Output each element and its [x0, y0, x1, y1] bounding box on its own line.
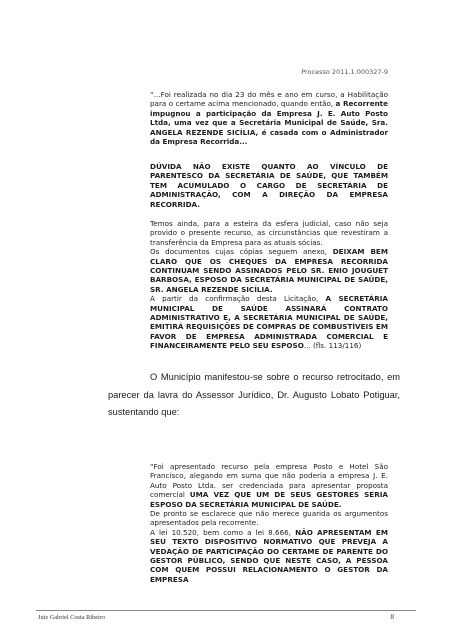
quote-paragraph: Temos ainda, para a esteira da esfera judicial, caso não seja provido o presente recurso, as circunstâncias que revestiram a transferência da Empresa para as atuais sócias. [150, 219, 388, 247]
quote-paragraph [150, 294, 388, 350]
quote-paragraph [150, 462, 388, 509]
quote-text: “...Foi realizada no dia 23 do mês e ano em curso, a Habilitação para o certame acima mencionado, quando então, [150, 90, 388, 109]
quote-text: A partir da confirmação desta Licitação, [150, 294, 326, 304]
footer-divider [36, 610, 416, 611]
quote-text-bold: A SECRETÁRIA MUNICIPAL DE SAÚDE ASSINARÁ CONTRATO ADMINISTRATIVO E, A SECRETÁRIA MUNICIPAL DE SAÚDE, EMITIRÁ REQUISIÇÕES DE COMPRAS DE COMBUSTÍVEIS EM FAVOR DE EMPRESA ADMINISTRADA COMERCIAL E FINANCEIRAMENTE PELO SEU ESPOSO [150, 294, 388, 351]
quote-text-bold: DEIXAM BEM CLARO QUE OS CHEQUES DA EMPRESA RECORRIDA CONTINUAM SENDO ASSINADOS PELO SR. ENIO JOUGUET BARBOSA, ESPOSO DA SECRETÁRIA MUNICIPAL DE SAÚDE, SR. ANGELA REZENDE SICÍLIA. [150, 247, 388, 294]
body-paragraph [108, 369, 400, 422]
quote-text-bold: NÃO APRESENTAM EM SEU TEXTO DISPOSITIVO NORMATIVO QUE PREVEJA A VEDAÇÃO DE PARTICIPAÇÃO DO CERTAME DE PARENTE DO GESTOR PÚBLICO, SENDO QUE NESTE CASO, A PESSOA COM QUEM POSSUI RELACIONAMENTO O GESTOR DA EMPRESA [150, 527, 388, 584]
quote-paragraph [150, 247, 388, 294]
quote-text: Os documentos cujas cópias seguem anexo, [150, 247, 333, 257]
quote-text: A lei 10.520, bem como a lei 8.666, [150, 527, 296, 537]
quote-text-bold: DÚVIDA NÃO EXISTE QUANTO AO VÍNCULO DE PARENTESCO DA SECRETÁRIA DE SAÚDE, QUE TAMBÉM TEM ACUMULADO O CARGO DE SECRETÁRIA DE ADMINISTRAÇÃO, COM A DIREÇÃO DA EMPRESA RECORRIDA. [150, 162, 388, 209]
quote-paragraph [150, 90, 388, 146]
quote-paragraph [150, 528, 388, 584]
quote-recurso-part3 [150, 219, 388, 351]
quote-recurso-part1 [150, 90, 388, 146]
quote-text-bold: a Recorrente impugnou a participação da Empresa J. E. Auto Posto Ltda, uma vez que a Secretária Municipal de Saúde, Sra. ANGELA REZENDE SICÍLIA, é casada com o Administrador da Empresa Recorrida... [150, 99, 388, 147]
quote-recurso-part2 [150, 162, 388, 209]
quote-paragraph: De pronto se esclarece que não merece guarida os argumentos apresentados pela recorrente. [150, 509, 388, 528]
quote-parecer [150, 462, 388, 584]
process-reference: Processo 2011.1.000327-9 [301, 68, 388, 76]
footer-author: Juiz Gabriel Costa Ribeiro [38, 614, 105, 621]
quote-text: “Foi apresentado recurso pela empresa Posto e Hotel São Francisco, alegando em suma que não poderia a empresa J. E. Auto Posto Ltda. ser credenciada para apresentar proposta comercial [150, 462, 388, 500]
page-number: 8 [390, 613, 394, 621]
quote-text-bold: UMA VEZ QUE UM DE SEUS GESTORES SERIA ESPOSO DA SECRETÁRIA MUNICIPAL DE SAÚDE. [150, 490, 388, 509]
quote-text: ... (fls. 113/116) [303, 341, 362, 351]
body-text: O Município manifestou-se sobre o recurso retrocitado, em parecer da lavra do Assessor Jurídico, Dr. Augusto Lobato Potiguar, sustentando que: [108, 372, 400, 417]
quote-paragraph-bold [150, 162, 388, 209]
